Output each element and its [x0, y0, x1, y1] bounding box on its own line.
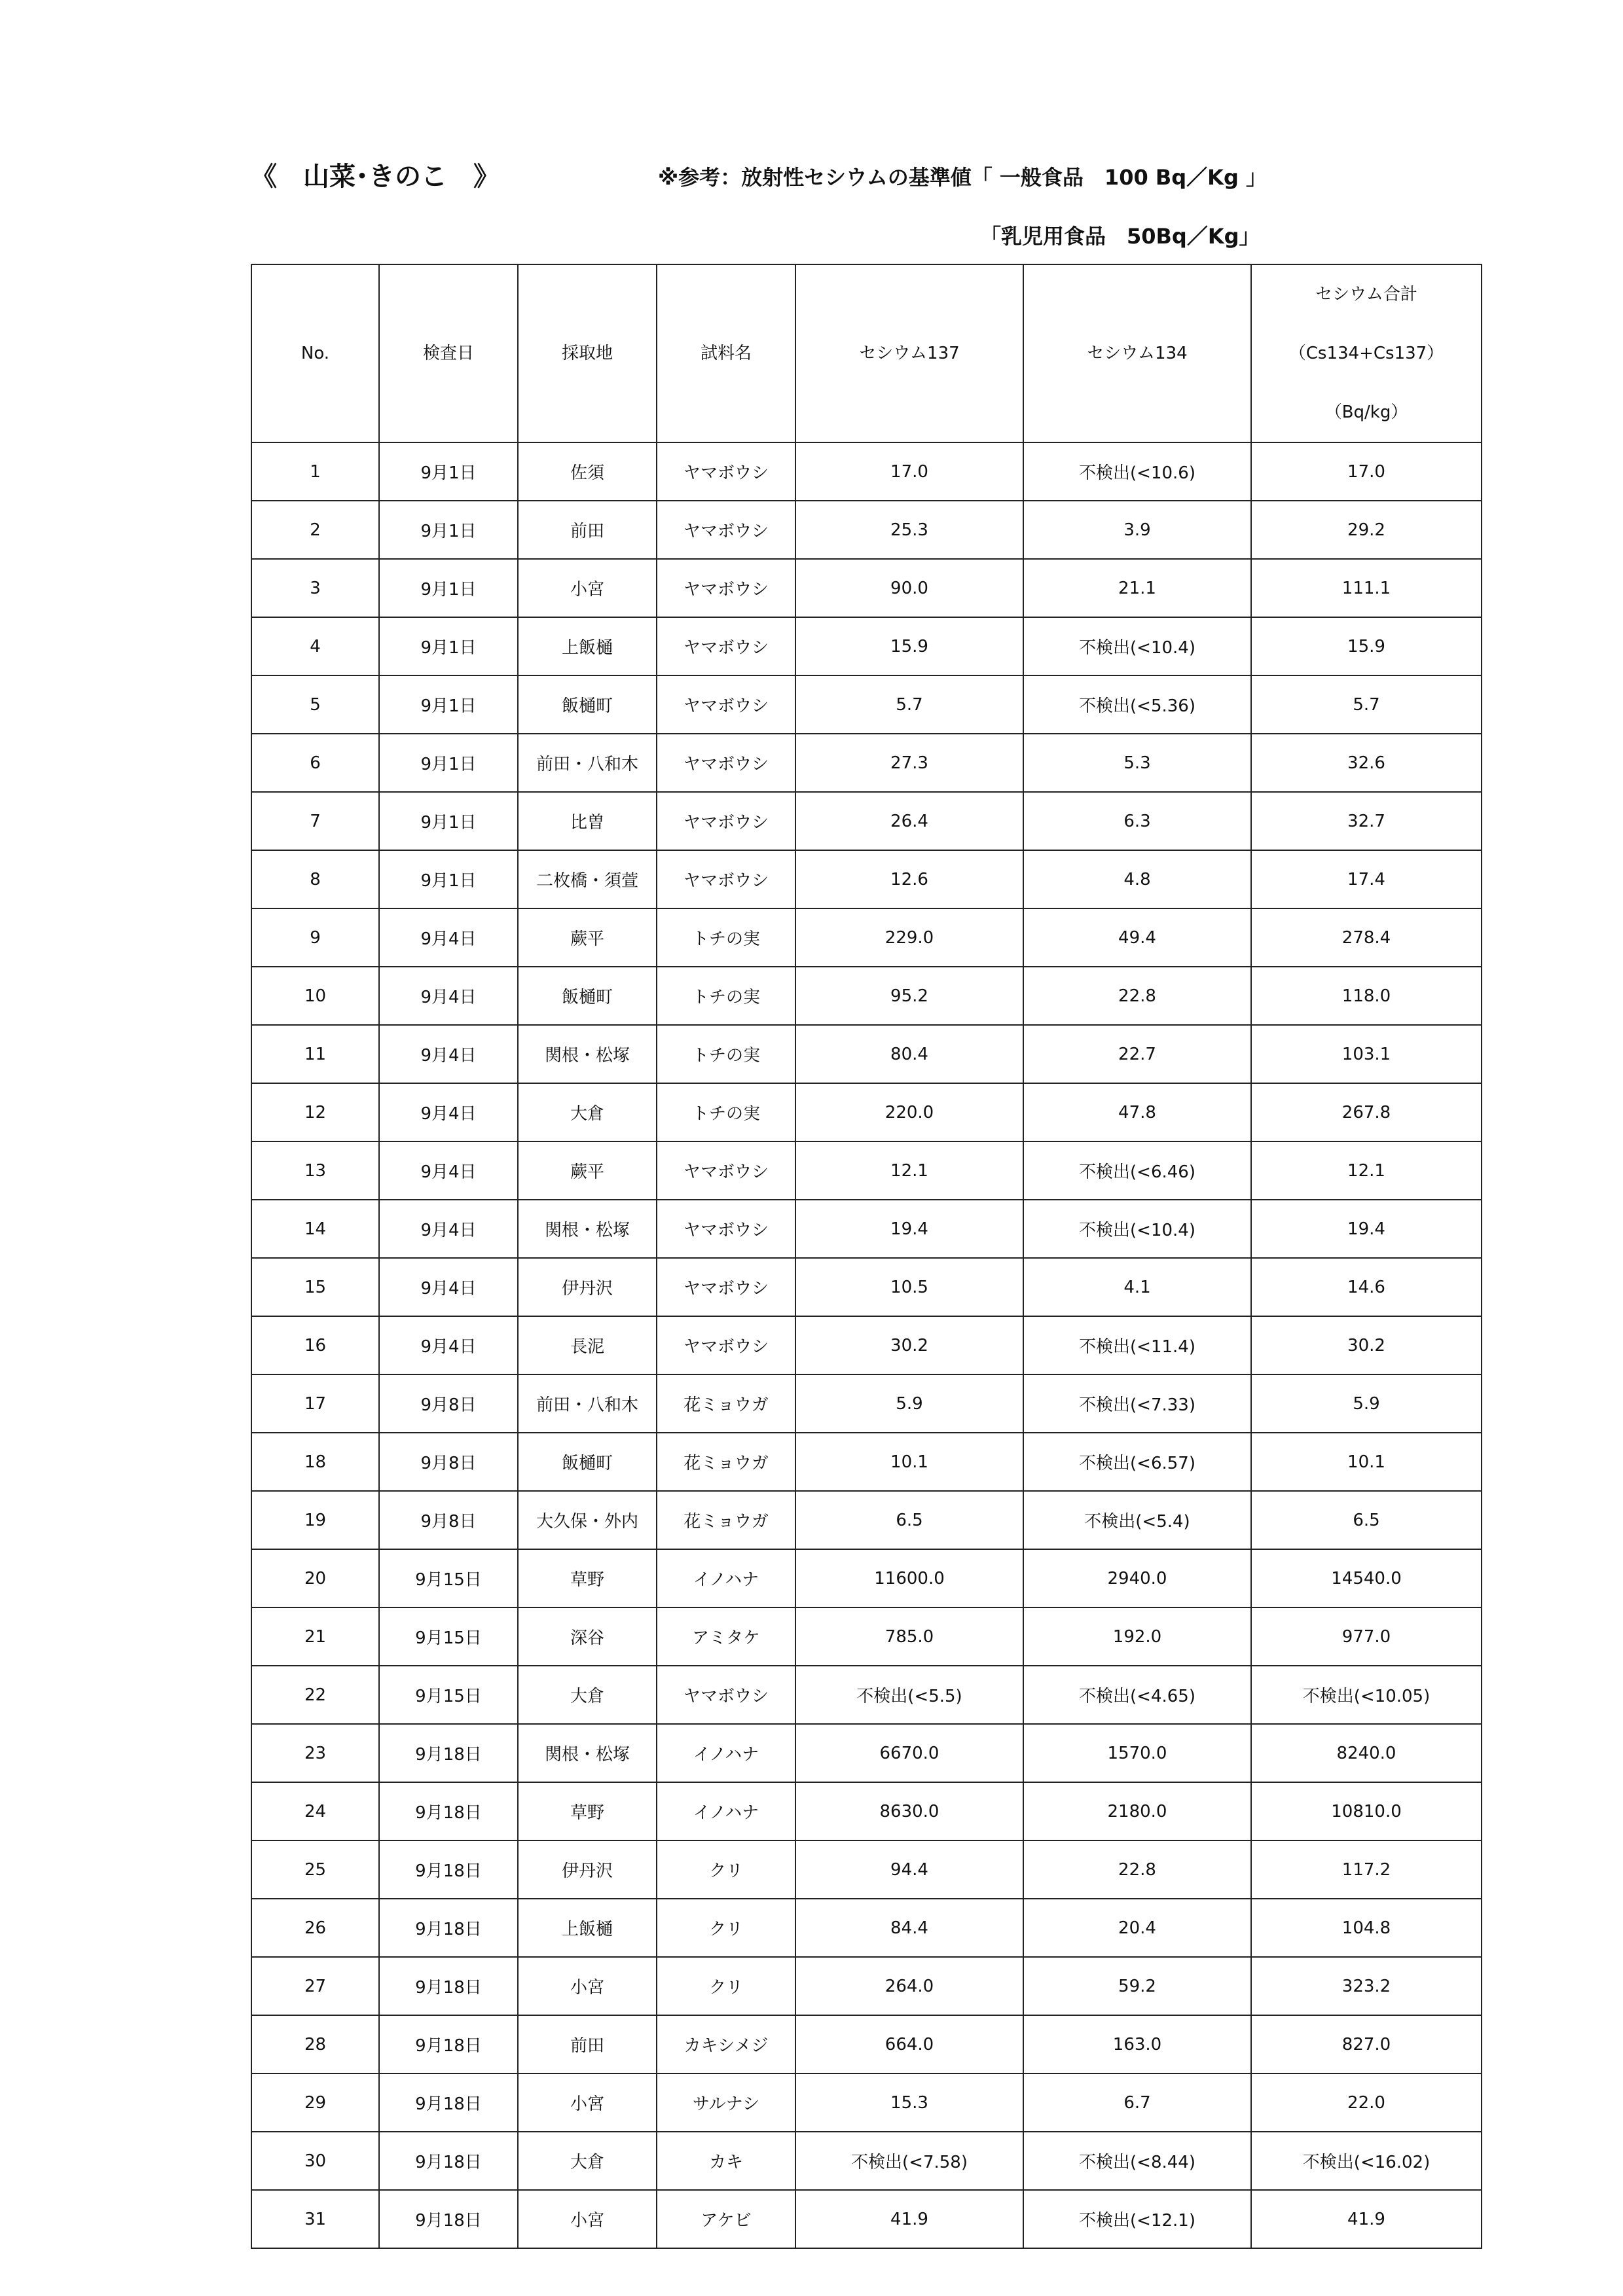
cell-place: 前田・八和木: [518, 1374, 657, 1433]
cell-date: 9月4日: [379, 1141, 518, 1200]
cell-place: 飯樋町: [518, 967, 657, 1025]
cell-sample: ヤマボウシ: [657, 792, 795, 850]
table-row: [251, 617, 1482, 675]
table-row: [251, 967, 1482, 1025]
cell-cs134: 不検出(<6.46): [1023, 1141, 1251, 1200]
cell-no: 11: [251, 1025, 379, 1083]
cell-total: 977.0: [1251, 1607, 1482, 1666]
cell-cs134: 3.9: [1023, 501, 1251, 559]
cell-date: 9月4日: [379, 1316, 518, 1374]
cell-cs134: 5.3: [1023, 734, 1251, 792]
cell-date: 9月1日: [379, 559, 518, 617]
table-row: [251, 734, 1482, 792]
table-row: [251, 559, 1482, 617]
cell-cs134: 不検出(<6.57): [1023, 1433, 1251, 1491]
cell-cs137: 15.3: [795, 2073, 1023, 2132]
table-row: [251, 2073, 1482, 2132]
cell-cs137: 220.0: [795, 1083, 1023, 1141]
cell-total: 32.6: [1251, 734, 1482, 792]
cell-cs137: 不検出(<5.5): [795, 1666, 1023, 1724]
cell-total: 14.6: [1251, 1258, 1482, 1316]
cell-place: 上飯樋: [518, 1899, 657, 1957]
cell-sample: ヤマボウシ: [657, 1666, 795, 1724]
cell-sample: トチの実: [657, 1083, 795, 1141]
cell-sample: ヤマボウシ: [657, 442, 795, 501]
cell-cs137: 8630.0: [795, 1782, 1023, 1840]
cell-cs134: 22.8: [1023, 1840, 1251, 1899]
table-row: [251, 1200, 1482, 1258]
cell-cs134: 不検出(<12.1): [1023, 2190, 1251, 2248]
cell-date: 9月1日: [379, 675, 518, 734]
cell-total: 6.5: [1251, 1491, 1482, 1549]
cell-sample: ヤマボウシ: [657, 734, 795, 792]
table-row: [251, 1083, 1482, 1141]
table-row: [251, 501, 1482, 559]
cell-place: 蕨平: [518, 1141, 657, 1200]
cell-sample: ヤマボウシ: [657, 1258, 795, 1316]
table-row: [251, 2132, 1482, 2190]
header-cs134: セシウム134: [1023, 264, 1251, 442]
cell-date: 9月1日: [379, 734, 518, 792]
cell-sample: ヤマボウシ: [657, 675, 795, 734]
cell-cs134: 1570.0: [1023, 1724, 1251, 1782]
cell-sample: カキ: [657, 2132, 795, 2190]
cell-total: 22.0: [1251, 2073, 1482, 2132]
cell-total: 5.9: [1251, 1374, 1482, 1433]
cell-no: 25: [251, 1840, 379, 1899]
cell-sample: アミタケ: [657, 1607, 795, 1666]
cell-no: 27: [251, 1957, 379, 2015]
cell-date: 9月18日: [379, 2190, 518, 2248]
cell-sample: ヤマボウシ: [657, 617, 795, 675]
cell-no: 30: [251, 2132, 379, 2190]
cell-date: 9月18日: [379, 1840, 518, 1899]
cell-cs134: 47.8: [1023, 1083, 1251, 1141]
cell-date: 9月18日: [379, 1957, 518, 2015]
cell-sample: 花ミョウガ: [657, 1433, 795, 1491]
cell-sample: トチの実: [657, 908, 795, 967]
cell-cs134: 6.3: [1023, 792, 1251, 850]
cell-place: 飯樋町: [518, 675, 657, 734]
cell-total: 278.4: [1251, 908, 1482, 967]
cell-cs137: 19.4: [795, 1200, 1023, 1258]
cell-cs137: 785.0: [795, 1607, 1023, 1666]
cell-no: 3: [251, 559, 379, 617]
cell-date: 9月8日: [379, 1491, 518, 1549]
cell-total: 不検出(<10.05): [1251, 1666, 1482, 1724]
cell-cs137: 94.4: [795, 1840, 1023, 1899]
cell-total: 30.2: [1251, 1316, 1482, 1374]
cell-no: 19: [251, 1491, 379, 1549]
cell-place: 佐須: [518, 442, 657, 501]
cell-no: 22: [251, 1666, 379, 1724]
cell-place: 草野: [518, 1782, 657, 1840]
cell-place: 大久保・外内: [518, 1491, 657, 1549]
cell-total: 323.2: [1251, 1957, 1482, 2015]
reference-standard-general: ※参考：放射性セシウムの基準値「 一般食品 100 Bq／Kg 」: [658, 165, 1267, 190]
cell-no: 24: [251, 1782, 379, 1840]
cell-cs134: 不検出(<11.4): [1023, 1316, 1251, 1374]
cell-no: 18: [251, 1433, 379, 1491]
cell-no: 20: [251, 1549, 379, 1607]
cell-date: 9月8日: [379, 1374, 518, 1433]
cell-date: 9月4日: [379, 908, 518, 967]
cell-total: 15.9: [1251, 617, 1482, 675]
cell-cs137: 不検出(<7.58): [795, 2132, 1023, 2190]
cell-date: 9月1日: [379, 442, 518, 501]
header-no: No.: [251, 264, 379, 442]
cell-no: 17: [251, 1374, 379, 1433]
cell-sample: クリ: [657, 1957, 795, 2015]
cell-cs137: 80.4: [795, 1025, 1023, 1083]
cell-no: 14: [251, 1200, 379, 1258]
cell-place: 飯樋町: [518, 1433, 657, 1491]
cell-date: 9月4日: [379, 1258, 518, 1316]
cell-cs134: 163.0: [1023, 2015, 1251, 2073]
cell-total: 5.7: [1251, 675, 1482, 734]
header-cs137: セシウム137: [795, 264, 1023, 442]
header-total-unit: （Bq/kg）: [1324, 403, 1408, 422]
cell-place: 二枚橋・須萱: [518, 850, 657, 908]
cell-cs137: 11600.0: [795, 1549, 1023, 1607]
cell-no: 26: [251, 1899, 379, 1957]
cell-cs134: 2180.0: [1023, 1782, 1251, 1840]
cell-cs137: 10.1: [795, 1433, 1023, 1491]
cell-place: 草野: [518, 1549, 657, 1607]
cell-no: 23: [251, 1724, 379, 1782]
cell-cs134: 22.7: [1023, 1025, 1251, 1083]
cell-cs134: 不検出(<7.33): [1023, 1374, 1251, 1433]
cell-total: 不検出(<16.02): [1251, 2132, 1482, 2190]
table-row: [251, 675, 1482, 734]
table-row: [251, 850, 1482, 908]
cell-no: 10: [251, 967, 379, 1025]
cell-total: 14540.0: [1251, 1549, 1482, 1607]
cell-sample: クリ: [657, 1899, 795, 1957]
table-row: [251, 1724, 1482, 1782]
cell-no: 29: [251, 2073, 379, 2132]
cell-cs137: 27.3: [795, 734, 1023, 792]
cell-cs134: 不検出(<4.65): [1023, 1666, 1251, 1724]
table-row: [251, 1316, 1482, 1374]
cell-cs134: 不検出(<10.4): [1023, 1200, 1251, 1258]
cell-cs137: 15.9: [795, 617, 1023, 675]
cell-total: 19.4: [1251, 1200, 1482, 1258]
cell-sample: ヤマボウシ: [657, 501, 795, 559]
table-row: [251, 1840, 1482, 1899]
cell-date: 9月4日: [379, 967, 518, 1025]
cell-total: 267.8: [1251, 1083, 1482, 1141]
cell-cs134: 22.8: [1023, 967, 1251, 1025]
cell-cs137: 12.1: [795, 1141, 1023, 1200]
cell-cs137: 84.4: [795, 1899, 1023, 1957]
cell-place: 関根・松塚: [518, 1724, 657, 1782]
cell-place: 前田・八和木: [518, 734, 657, 792]
cell-place: 比曽: [518, 792, 657, 850]
cell-date: 9月15日: [379, 1666, 518, 1724]
cell-cs134: 不検出(<5.4): [1023, 1491, 1251, 1549]
document-title: 《 山菜･きのこ 》: [251, 162, 500, 192]
cell-cs137: 90.0: [795, 559, 1023, 617]
cell-no: 1: [251, 442, 379, 501]
cell-total: 29.2: [1251, 501, 1482, 559]
cell-cs137: 12.6: [795, 850, 1023, 908]
cell-sample: イノハナ: [657, 1549, 795, 1607]
cell-cs134: 不検出(<8.44): [1023, 2132, 1251, 2190]
table-row: [251, 1666, 1482, 1724]
cell-cs137: 264.0: [795, 1957, 1023, 2015]
cell-sample: ヤマボウシ: [657, 559, 795, 617]
cell-cs134: 4.1: [1023, 1258, 1251, 1316]
cell-place: 伊丹沢: [518, 1840, 657, 1899]
table-row: [251, 1549, 1482, 1607]
cell-cs137: 229.0: [795, 908, 1023, 967]
cell-date: 9月8日: [379, 1433, 518, 1491]
cell-total: 32.7: [1251, 792, 1482, 850]
cell-place: 小宮: [518, 1957, 657, 2015]
table-row: [251, 1491, 1482, 1549]
cell-date: 9月15日: [379, 1549, 518, 1607]
table-row: [251, 1374, 1482, 1433]
table-row: [251, 1899, 1482, 1957]
cell-total: 41.9: [1251, 2190, 1482, 2248]
table-row: [251, 1433, 1482, 1491]
cell-date: 9月18日: [379, 2132, 518, 2190]
cell-total: 118.0: [1251, 967, 1482, 1025]
cell-sample: ヤマボウシ: [657, 1141, 795, 1200]
cell-date: 9月18日: [379, 1899, 518, 1957]
cell-date: 9月18日: [379, 1782, 518, 1840]
cell-date: 9月4日: [379, 1025, 518, 1083]
cell-cs137: 95.2: [795, 967, 1023, 1025]
table-row: [251, 2015, 1482, 2073]
cell-total: 10.1: [1251, 1433, 1482, 1491]
cell-place: 大倉: [518, 1666, 657, 1724]
cell-place: 小宮: [518, 559, 657, 617]
cell-total: 111.1: [1251, 559, 1482, 617]
table-header-row: [251, 264, 1482, 442]
table-row: [251, 792, 1482, 850]
cell-date: 9月15日: [379, 1607, 518, 1666]
header-date: 検査日: [379, 264, 518, 442]
cell-total: 827.0: [1251, 2015, 1482, 2073]
cell-date: 9月18日: [379, 2073, 518, 2132]
cell-no: 21: [251, 1607, 379, 1666]
cell-cs134: 不検出(<10.6): [1023, 442, 1251, 501]
cell-place: 小宮: [518, 2073, 657, 2132]
cell-place: 上飯樋: [518, 617, 657, 675]
cell-cs134: 192.0: [1023, 1607, 1251, 1666]
cell-total: 17.4: [1251, 850, 1482, 908]
cell-no: 7: [251, 792, 379, 850]
cell-no: 31: [251, 2190, 379, 2248]
cell-cs137: 6.5: [795, 1491, 1023, 1549]
cell-date: 9月1日: [379, 501, 518, 559]
table-row: [251, 1258, 1482, 1316]
cell-cs134: 不検出(<10.4): [1023, 617, 1251, 675]
cell-total: 8240.0: [1251, 1724, 1482, 1782]
cell-cs134: 2940.0: [1023, 1549, 1251, 1607]
cell-cs137: 30.2: [795, 1316, 1023, 1374]
cell-place: 前田: [518, 501, 657, 559]
cell-cs134: 4.8: [1023, 850, 1251, 908]
table-row: [251, 908, 1482, 967]
cell-cs137: 5.9: [795, 1374, 1023, 1433]
cell-no: 8: [251, 850, 379, 908]
cell-cs134: 20.4: [1023, 1899, 1251, 1957]
cell-cs134: 59.2: [1023, 1957, 1251, 2015]
cell-cs134: 49.4: [1023, 908, 1251, 967]
cell-place: 蕨平: [518, 908, 657, 967]
cell-cs137: 6670.0: [795, 1724, 1023, 1782]
cell-sample: カキシメジ: [657, 2015, 795, 2073]
cell-cs137: 664.0: [795, 2015, 1023, 2073]
cell-date: 9月18日: [379, 2015, 518, 2073]
cell-sample: イノハナ: [657, 1724, 795, 1782]
cell-cs137: 26.4: [795, 792, 1023, 850]
cell-no: 5: [251, 675, 379, 734]
cell-date: 9月4日: [379, 1200, 518, 1258]
header-sample: 試料名: [657, 264, 795, 442]
cell-cs137: 25.3: [795, 501, 1023, 559]
cell-total: 17.0: [1251, 442, 1482, 501]
table-row: [251, 1782, 1482, 1840]
cell-no: 4: [251, 617, 379, 675]
header-total-label: セシウム合計: [1315, 285, 1417, 304]
reference-standard-infant: 「乳児用食品 50Bq／Kg」: [980, 224, 1260, 249]
cell-place: 小宮: [518, 2190, 657, 2248]
cell-cs134: 不検出(<5.36): [1023, 675, 1251, 734]
cell-no: 9: [251, 908, 379, 967]
cell-cs137: 41.9: [795, 2190, 1023, 2248]
cell-no: 2: [251, 501, 379, 559]
table-row: [251, 1025, 1482, 1083]
cell-cs137: 10.5: [795, 1258, 1023, 1316]
table-row: [251, 2190, 1482, 2248]
table-row: [251, 1957, 1482, 2015]
cell-total: 104.8: [1251, 1899, 1482, 1957]
cell-total: 103.1: [1251, 1025, 1482, 1083]
cell-date: 9月18日: [379, 1724, 518, 1782]
cell-no: 12: [251, 1083, 379, 1141]
cell-sample: トチの実: [657, 1025, 795, 1083]
cell-total: 10810.0: [1251, 1782, 1482, 1840]
cell-sample: ヤマボウシ: [657, 850, 795, 908]
cell-cs137: 17.0: [795, 442, 1023, 501]
cell-no: 6: [251, 734, 379, 792]
cell-no: 13: [251, 1141, 379, 1200]
cell-sample: アケビ: [657, 2190, 795, 2248]
cell-place: 関根・松塚: [518, 1025, 657, 1083]
cell-no: 16: [251, 1316, 379, 1374]
cell-place: 前田: [518, 2015, 657, 2073]
cell-no: 28: [251, 2015, 379, 2073]
cell-place: 伊丹沢: [518, 1258, 657, 1316]
cell-total: 117.2: [1251, 1840, 1482, 1899]
table-row: [251, 1607, 1482, 1666]
header-total: [1251, 264, 1482, 442]
cell-sample: サルナシ: [657, 2073, 795, 2132]
table-row: [251, 442, 1482, 501]
table-row: [251, 1141, 1482, 1200]
cell-sample: イノハナ: [657, 1782, 795, 1840]
results-table: [251, 264, 1482, 2249]
cell-sample: ヤマボウシ: [657, 1200, 795, 1258]
cell-date: 9月1日: [379, 850, 518, 908]
cell-place: 長泥: [518, 1316, 657, 1374]
cell-no: 15: [251, 1258, 379, 1316]
header-place: 採取地: [518, 264, 657, 442]
cell-place: 大倉: [518, 1083, 657, 1141]
cell-place: 深谷: [518, 1607, 657, 1666]
cell-place: 大倉: [518, 2132, 657, 2190]
cell-date: 9月1日: [379, 617, 518, 675]
cell-sample: トチの実: [657, 967, 795, 1025]
cell-date: 9月1日: [379, 792, 518, 850]
cell-sample: ヤマボウシ: [657, 1316, 795, 1374]
cell-cs134: 6.7: [1023, 2073, 1251, 2132]
header-total-formula: （Cs134+Cs137）: [1288, 344, 1444, 363]
cell-cs137: 5.7: [795, 675, 1023, 734]
cell-sample: 花ミョウガ: [657, 1491, 795, 1549]
cell-sample: クリ: [657, 1840, 795, 1899]
cell-place: 関根・松塚: [518, 1200, 657, 1258]
cell-total: 12.1: [1251, 1141, 1482, 1200]
cell-sample: 花ミョウガ: [657, 1374, 795, 1433]
cell-date: 9月4日: [379, 1083, 518, 1141]
cell-cs134: 21.1: [1023, 559, 1251, 617]
